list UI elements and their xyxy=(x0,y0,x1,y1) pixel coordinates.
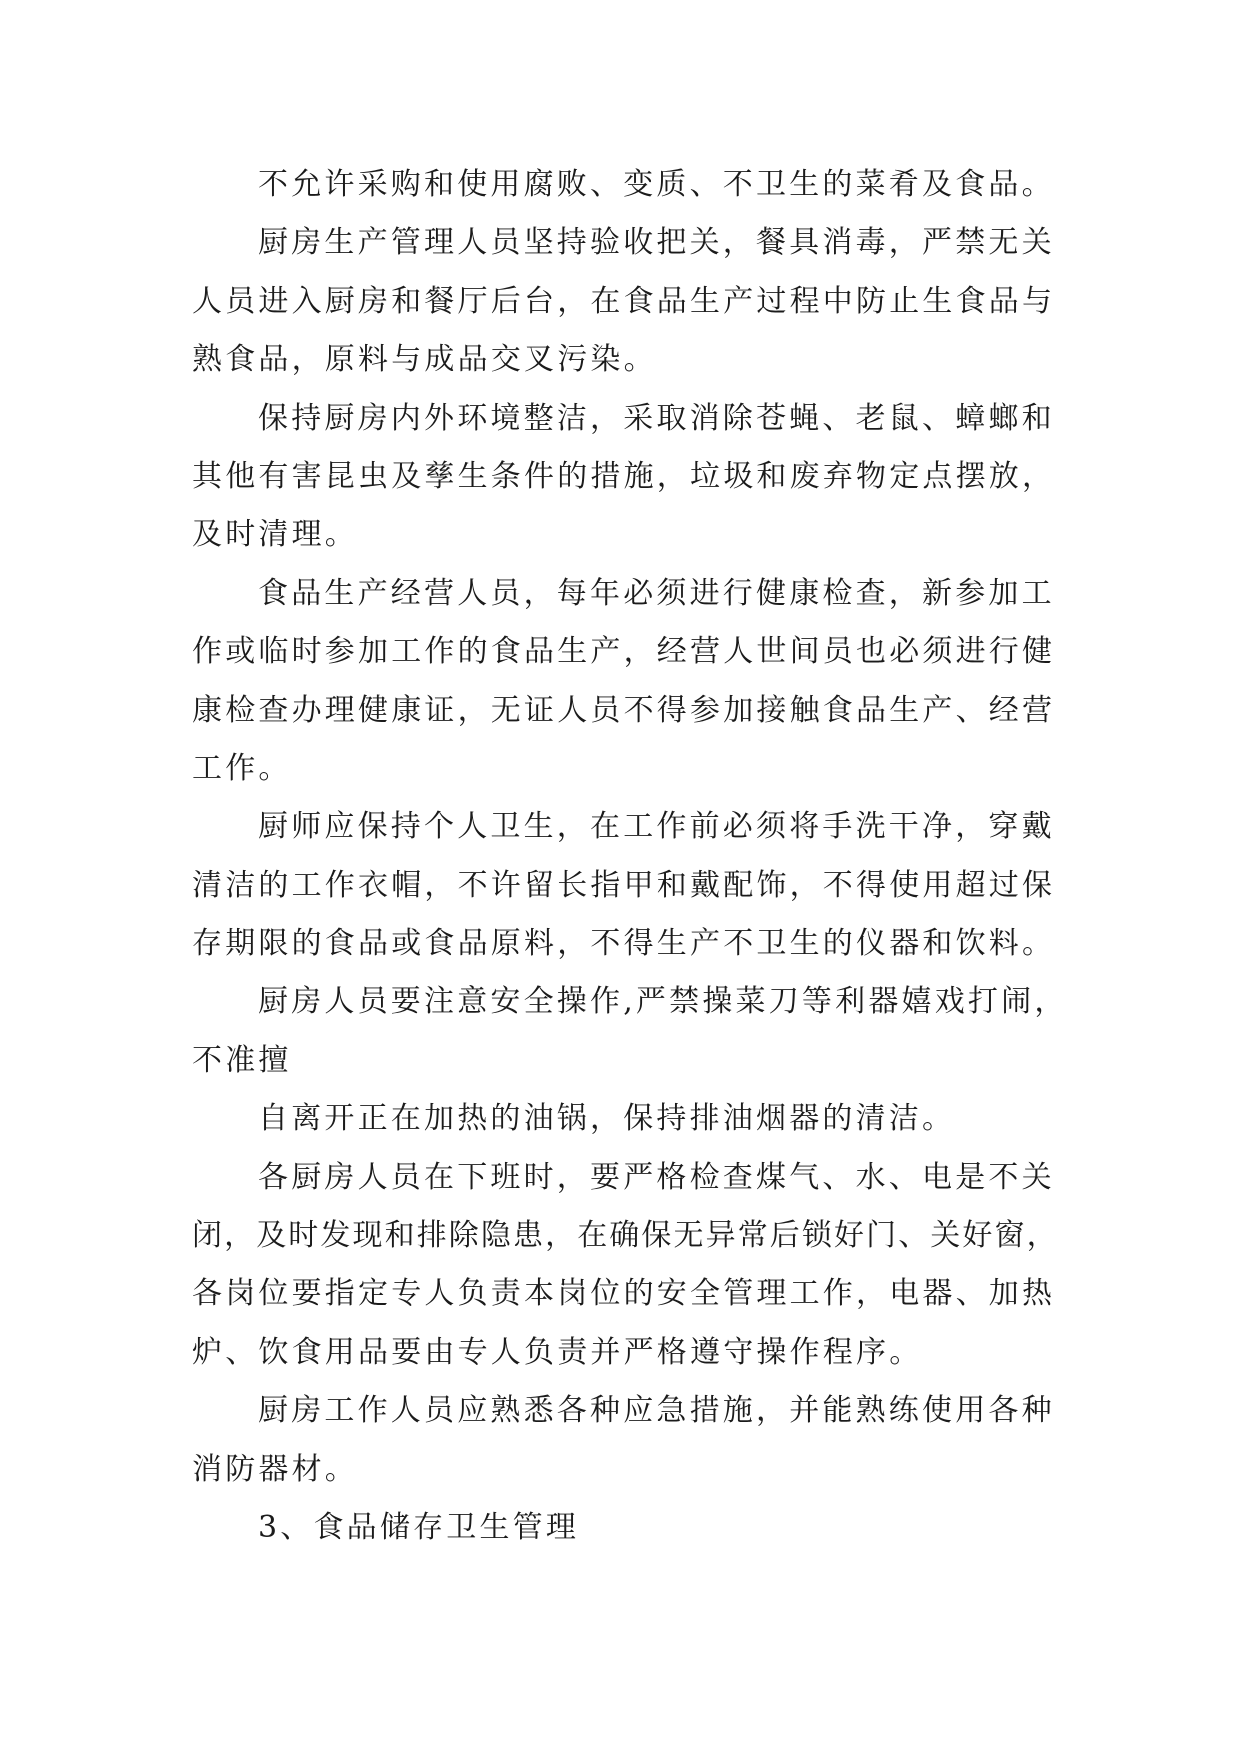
paragraph xyxy=(192,214,1192,389)
text-line: 其他有害昆虫及孳生条件的措施，垃圾和废弃物定点摆放， xyxy=(192,458,1056,494)
section-heading xyxy=(192,1499,1192,1557)
text-line: 保持厨房内外环境整洁，采取消除苍蝇、老鼠、蟑螂和 xyxy=(258,400,1055,436)
text-line: 作或临时参加工作的食品生产，经营人世间员也必须进行健 xyxy=(192,634,1056,670)
document-body xyxy=(192,156,1192,1557)
text-line: 及时清理。 xyxy=(192,517,358,553)
text-line: 自离开正在加热的油锅，保持排油烟器的清洁。 xyxy=(258,1101,956,1137)
text-line: 炉、饮食用品要由专人负责并严格遵守操作程序。 xyxy=(192,1334,923,1370)
text-line: 食品生产经营人员，每年必须进行健康检查，新参加工 xyxy=(258,575,1055,611)
text-line: 工作。 xyxy=(192,750,292,786)
paragraph xyxy=(192,565,1192,799)
text-line: 厨房人员要注意安全操作,严禁操菜刀等利器嬉戏打闹， xyxy=(258,984,1068,1020)
paragraph xyxy=(192,798,1192,973)
paragraph xyxy=(192,1090,1192,1148)
text-line: 消防器材。 xyxy=(192,1451,358,1487)
text-line: 各岗位要指定专人负责本岗位的安全管理工作，电器、加热 xyxy=(192,1276,1056,1312)
text-line: 不允许采购和使用腐败、变质、不卫生的菜肴及食品。 xyxy=(258,167,1055,202)
text-line: 康检查办理健康证，无证人员不得参加接触食品生产、经营 xyxy=(192,692,1056,728)
text-line: 存期限的食品或食品原料，不得生产不卫生的仪器和饮料。 xyxy=(192,926,1056,962)
heading-text: 3、食品储存卫生管理 xyxy=(258,1509,580,1545)
text-line: 厨房工作人员应熟悉各种应急措施，并能熟练使用各种 xyxy=(258,1393,1055,1429)
paragraph xyxy=(192,973,1192,1090)
text-line: 厨房生产管理人员坚持验收把关，餐具消毒，严禁无关 xyxy=(258,225,1055,261)
text-line: 各厨房人员在下班时，要严格检查煤气、水、电是不关 xyxy=(258,1159,1055,1195)
text-line: 清洁的工作衣帽，不许留长指甲和戴配饰，不得使用超过保 xyxy=(192,867,1056,903)
text-line: 人员进入厨房和餐厅后台，在食品生产过程中防止生食品与 xyxy=(192,283,1056,319)
text-line: 不准擅 xyxy=(192,1042,292,1078)
paragraph xyxy=(192,156,1192,214)
paragraph xyxy=(192,390,1192,565)
text-line: 闭，及时发现和排除隐患，在确保无异常后锁好门、关好窗， xyxy=(192,1218,1059,1254)
paragraph xyxy=(192,1382,1192,1499)
text-line: 厨师应保持个人卫生，在工作前必须将手洗干净，穿戴 xyxy=(258,809,1055,845)
paragraph xyxy=(192,1149,1192,1383)
text-line: 熟食品，原料与成品交叉污染。 xyxy=(192,342,657,378)
